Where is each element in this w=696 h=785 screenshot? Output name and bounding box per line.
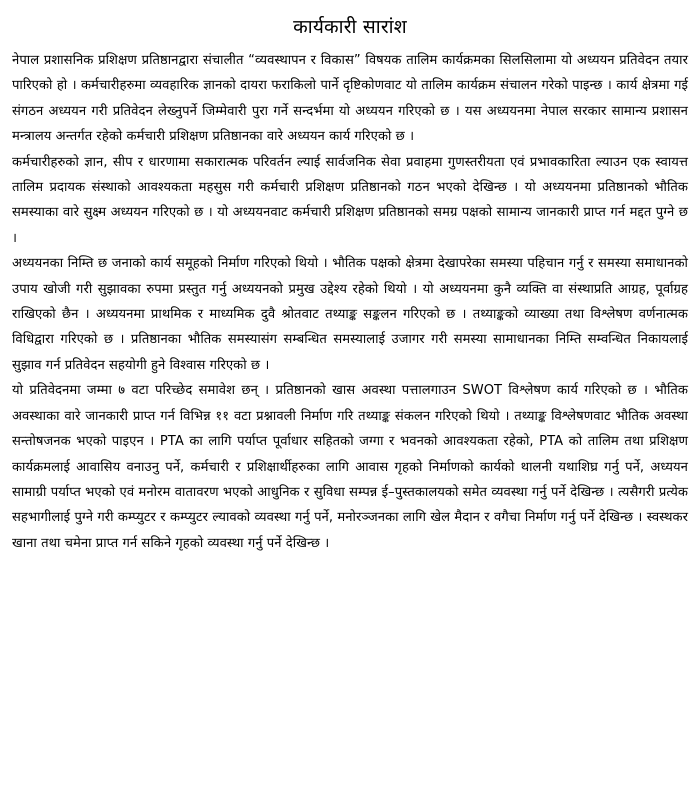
paragraph-findings: यो प्रतिवेदनमा जम्मा ७ वटा परिच्छेद समावेश छन् । प्रतिष्ठानको खास अवस्था पत्तालगाउन SWOT विश्लेषण कार्य गरिएको छ । भौतिक अवस्थाका वारे जानकारी प्राप्त गर्न विभिन्न ११ वटा प्रश्नावली निर्माण गरि तथ्याङ्क संकलन गरिएको थियो । तथ्याङ्क विश्लेषणवाट भौतिक अवस्था सन्तोषजनक भएको पाइएन । PTA का लागि पर्याप्त पूर्वाधार सहितको जग्गा र भवनको आवश्यकता रहेको, PTA को तालिम तथा प्रशिक्षण कार्यक्रमलाई आवासिय वनाउनु पर्ने, कर्मचारी र प्रशिक्षार्थीहरुका लागि आवास गृहको निर्माणको कार्यको थालनी यथाशिघ्र गर्नु पर्ने, अध्ययन सामाग्री पर्याप्त भएको एवं मनोरम वातावरण भएको आधुनिक र सुविधा सम्पन्न ई–पुस्तकालयको समेत व्यवस्था गर्नु पर्ने देखिन्छ । त्यसैगरी प्रत्येक सहभागीलाई पुग्ने गरी कम्प्युटर र कम्प्युटर ल्यावको व्यवस्था गर्नु पर्ने, मनोरञ्जनका लागि खेल मैदान र वगैचा निर्माण गर्नु पर्ने देखिन्छ । स्वस्थकर खाना तथा चमेना प्राप्त गर्न सकिने गृहको व्यवस्था गर्नु पर्ने देखिन्छ । (12, 383, 688, 551)
paragraph-background: कर्मचारीहरुको ज्ञान, सीप र धारणामा सकारात्मक परिवर्तन ल्याई सार्वजनिक सेवा प्रवाहमा गुणस्तरीयता एवं प्रभावकारिता ल्याउन एक स्वायत्त तालिम प्रदायक संस्थाको आवश्यकता महसुस गरी कर्मचारी प्रशिक्षण प्रतिष्ठानको गठन भएको देखिन्छ । यो अध्ययनमा प्रतिष्ठानको भौतिक समस्याका वारे सुक्ष्म अध्ययन गरिएको छ । यो अध्ययनवाट कर्मचारी प्रशिक्षण प्रतिष्ठानको समग्र पक्षको सामान्य जानकारी प्राप्त गर्न मद्दत पुग्ने छ । (12, 154, 688, 246)
paragraph-introduction: नेपाल प्रशासनिक प्रशिक्षण प्रतिष्ठानद्वारा संचालीत “व्यवस्थापन र विकास” विषयक तालिम कार्यक्रमका सिलसिलामा यो अध्ययन प्रतिवेदन तयार पारिएको हो । कर्मचारीहरुमा व्यवहारिक ज्ञानको दायरा फराकिलो पार्ने दृष्टिकोणवाट यो तालिम कार्यक्रम संचालन गरेको पाइन्छ । कार्य क्षेत्रमा गई संगठन अध्ययन गरी प्रतिवेदन लेख्नुपर्ने जिम्मेवारी पुरा गर्ने सन्दर्भमा यो अध्ययन गरिएको छ । यस अध्ययनमा नेपाल सरकार सामान्य प्रशासन मन्त्रालय अन्तर्गत रहेको कर्मचारी प्रशिक्षण प्रतिष्ठानका वारे अध्ययन कार्य गरिएको छ । (12, 53, 688, 145)
paragraph-methodology: अध्ययनका निम्ति छ जनाको कार्य समूहको निर्माण गरिएको थियो । भौतिक पक्षको क्षेत्रमा देखापरेका समस्या पहिचान गर्नु र समस्या समाधानको उपाय खोजी गरी सुझावका रुपमा प्रस्तुत गर्नु अध्ययनको प्रमुख उद्देश्य रहेको थियो । यो अध्ययनमा कुनै व्यक्ति वा संस्थाप्रति आग्रह, पूर्वाग्रह राखिएको छैन । अध्ययनमा प्राथमिक र माध्यमिक दुवै श्रोतवाट तथ्याङ्क सङ्कलन गरिएको छ । तथ्याङ्कको व्याख्या तथा विश्लेषण वर्णनात्मक विधिद्वारा गरिएको छ । प्रतिष्ठानका भौतिक समस्यासंग सम्बन्धित समस्यालाई उजागर गरी समस्या सामाधानका निम्ति सम्वन्धित निकायलाई सुझाव गर्न प्रतिवेदन सहयोगी हुने विश्वास गरिएको छ । (12, 256, 688, 373)
document-title: कार्यकारी सारांश (293, 16, 407, 38)
